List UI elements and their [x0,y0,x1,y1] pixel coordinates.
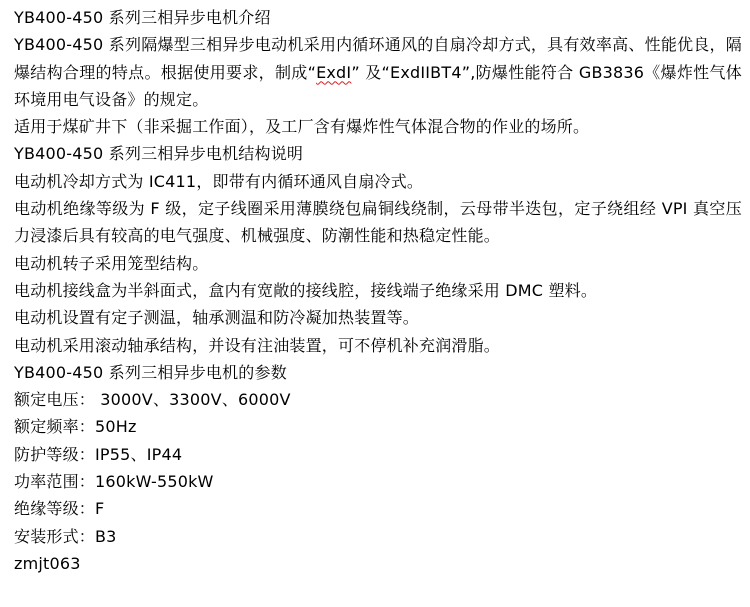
structure-bearing: 电动机采用滚动轴承结构，并设有注油装置，可不停机补充润滑脂。 [14,335,501,355]
intro-text-part2: ” 及“ExdIIBT4”,防爆性能符合 GB3836《爆炸性气体环境用电气设备》的规定。 [14,62,742,109]
intro-paragraph [14,31,742,113]
section-heading-structure: YB400-450 系列三相异步电机结构说明 [14,144,304,164]
structure-rotor: 电动机转子采用笼型结构。 [14,253,209,273]
document-body [14,4,742,577]
param-rated-frequency: 额定频率：50Hz [14,417,137,437]
product-code: zmjt063 [14,553,81,573]
param-mounting-type: 安装形式：B3 [14,526,117,546]
application-paragraph: 适用于煤矿井下（非采掘工作面），及工厂含有爆炸性气体混合物的作业的场所。 [14,117,590,137]
structure-terminal-box: 电动机接线盒为半斜面式，盒内有宽敞的接线腔，接线端子绝缘采用 DMC 塑料。 [14,280,598,300]
section-heading-parameters: YB400-450 系列三相异步电机的参数 [14,362,287,382]
spellcheck-word-exdi: ExdI [316,62,352,82]
structure-cooling: 电动机冷却方式为 IC411，即带有内循环通风自扇冷式。 [14,171,424,191]
param-insulation-class: 绝缘等级：F [14,499,105,519]
param-protection-class: 防护等级：IP55、IP44 [14,444,183,464]
intro-text-part1: YB400-450 系列隔爆型三相异步电动机采用内循环通风的自扇冷却方式，具有效率高、性能优良，隔爆结构合理的特点。根据使用要求，制成“ [14,35,742,82]
param-rated-voltage: 额定电压： 3000V、3300V、6000V [14,390,291,410]
section-heading-intro: YB400-450 系列三相异步电机介绍 [14,8,271,27]
structure-insulation: 电动机绝缘等级为 F 级，定子线圈采用薄膜绕包扁铜线绕制，云母带半迭包，定子绕组经 VPI 真空压力浸漆后具有较高的电气强度、机械强度、防潮性能和热稳定性能。 [14,199,742,246]
param-power-range: 功率范围：160kW-550kW [14,472,214,492]
structure-temperature: 电动机设置有定子测温，轴承测温和防冷凝加热装置等。 [14,308,420,328]
